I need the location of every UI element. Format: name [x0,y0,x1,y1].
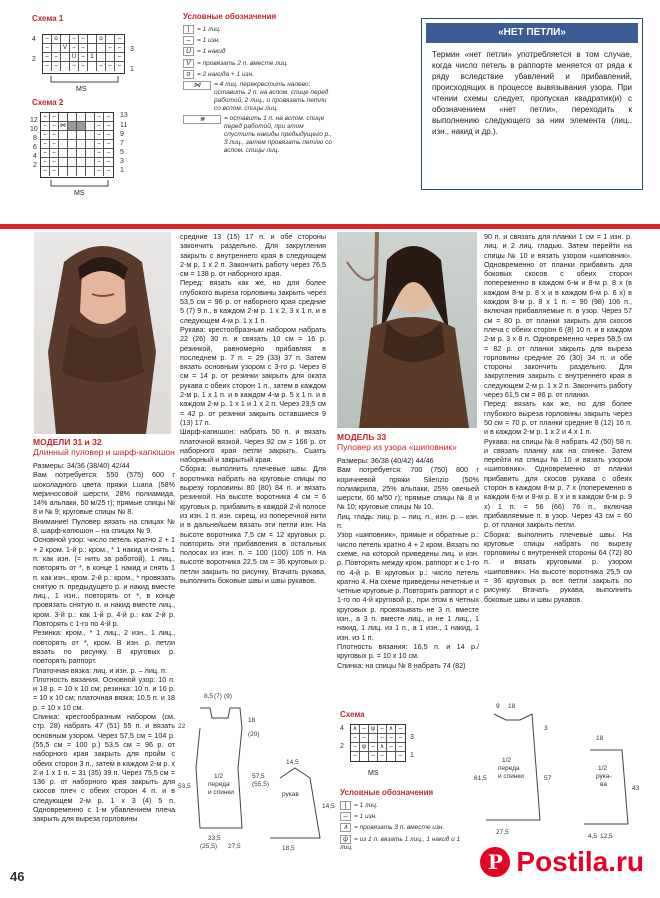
col2-scarf: Шарф-капюшон: набрать 50 п. и вязать платочной вязкой. Через 92 см = 166 р. от наборного края петли закрыть. Сшить наборный и закрытый края. [180,427,326,465]
svg-text:23,5: 23,5 [208,835,221,842]
legend-top-title: Условные обозначения [183,12,277,21]
scheme2-row-5: 5 [120,149,124,156]
col2-assembly: Сборка: выполнить плечевые швы. Для воротника набрать на круговые спицы по вырезу горловины 80 (80) 84 п. и вязать резинкой. На высоте воротника 4 см = 6 круговых р. прибавить в каждой 2-й полосе из изн. 1 п. изн. скрещ. из поперечной нити и в дальнейшем вязать эти петли изн. На высоте воротника 7,5 см = 12 круговых р. повторить эти прибавления в остальных полосах из изн. п. = 100 (100) 105 п. На высоте воротника 22,5 см = 36 круговых р. петли закрыть по рисунку. Втачать рукава, выполнить боковые швы и швы рукавов. [180,464,326,585]
scheme2-row-9: 9 [120,131,124,138]
legend-item: | = 1 лиц. [183,25,333,34]
scheme2-row-12: 12 [30,117,38,124]
scheme2-block [30,96,150,206]
svg-text:переда: переда [208,781,230,788]
legend-top [183,12,333,155]
col4-assembly: Сборка: выполнить плечевые швы. На круговые спицы набрать по вырезу горловины с внутренней стороны 64 (72) 80 п. и вязать круговыми р. узором «шиповник». На высоте воротника 25,5 см = 36 круговых р. все петли закрыть по рисунку. Втачать рукава, выполнить боковые швы и швы рукавов. [484,529,632,604]
model31-note: Внимание! Пуловер вязать на спицах № 8, шарф-капюшон – на спицах № 9. [33,516,175,536]
model31-column-2 [180,232,326,596]
svg-text:рука-: рука- [596,773,612,780]
model31-gauge: Плотность вязания. Основной узор: 10 п. и 18 р. = 10 х 10 см; резинка: 10 п. и 16 р. = 10 х 10 см; платочная вязка: 10,5 п. и 18 р. = 10 х 10 см. [33,674,175,712]
scheme2-grid: – – – – – – ⋈ – – – – – – – – – – – – – – – – – – – – – – [40,112,114,178]
svg-text:57,5: 57,5 [252,773,265,780]
col2-sleeves: Рукава: крестообразным набором набрать 22 (26) 30 п. и связать 10 см = 16 р. резинкой, равномерно прибавляя в последнем р. 7 п. = 29 (33) 37 п. Затем вязать основным узором с 3-го р. Через 8 см = 14 р. от резинки закрыть для оката рукава с обеих сторон 1 п., затем в каждом 2-м р. 1 х 1 п. и в каждом 4-м р. 5 х 1 п. и в каждом 2-м р. 1 х 1 и 1 х 2 п. Через 23,5 см = 42 р. от резинки закрыть оставшиеся 9 (13) 17 п. [180,324,326,427]
scheme33-title: Схема [340,710,365,719]
model33-sizes: Размеры: 36/38 (40/42) 44/46 [337,456,434,465]
svg-text:4,5: 4,5 [588,833,598,840]
svg-text:1/2: 1/2 [502,757,512,764]
svg-text:18: 18 [508,703,516,710]
scheme2-row-6: 6 [33,144,37,151]
model31-column [33,437,175,824]
svg-text:53,5: 53,5 [178,783,191,790]
svg-text:рукав: рукав [282,791,299,798]
model33-stockinette: Лиц. гладь: лиц. р. – лиц. п., изн. р. – изн. п. [337,511,479,531]
legend-bottom-title: Условные обозначения [340,788,434,797]
scheme33-ms-label: MS [368,770,379,777]
scheme2-row-3: 3 [120,158,124,165]
svg-text:(7): (7) [214,693,222,700]
callout-title: «НЕТ ПЕТЛИ» [426,23,638,43]
scheme2-row-1: 1 [120,167,124,174]
svg-text:14,5: 14,5 [322,803,335,810]
model33-materials: Вам потребуется: 700 (750) 800 г коричневой пряжи Silenzio (50% полиакрила, 25% альпаки, 25% овечьей шерсти, 60 м/50 г); прямые спицы № 8 и № 10; круговые спицы № 10. [337,465,479,512]
svg-text:43: 43 [632,785,640,792]
scheme33-grid: ∧ – ψ – ∧ – – – – – – – ψ – ∧ – – – – – – [350,724,406,762]
scheme1-row-3: 3 [130,46,134,53]
legend-item: V = провязать 2 п. вместе лиц. [183,59,333,68]
svg-text:27,5: 27,5 [228,843,241,850]
model33-column-2 [484,232,632,604]
scheme2-row-4: 4 [33,153,37,160]
svg-text:14,5: 14,5 [286,759,299,766]
model33-back: Спинка: на спицы № 8 набрать 74 (82) [337,660,466,670]
scheme33-row-1: 1 [410,752,414,759]
col4-para: 90 п. и связать для планки 1 см = 1 изн. р. лиц. и 2 лиц. гладью. Затем перейти на спицы № 10 и вязать узором «шиповник». Одновременно от планки прибавить для боковых скосов с обеих сторон попеременно в каждом 6-м и 8-м р. 8 х (в каждом 8-м р. 8 х и в каждом 6-м р. 6 х) в каждом 8-м р. 8 х 1 п. = 90 (98) 106 п., включая прибавляемые п. в узор. Через 57 см = 80 р. от планки закрыть для скосов плеча с обеих сторон 6 (8) 10 п. и в каждом 2-м р. 3 х 8 п. Одновременно через 58,5 см = 82 р. от планки закрыть для выреза горловины средние 26 (30) 34 п. и обе стороны закончить раздельно. Для закругления закрыть с внутреннего края в следующем 2-м р. 1 х 2 п. Закончить работу через 61,5 см = 86 р. от планки. [484,232,632,400]
model31-heading: МОДЕЛИ 31 и 32 [33,437,102,447]
legend-item: U = 1 накид [183,47,333,56]
watermark-logo: P [480,847,510,877]
scheme1-row-2: 2 [32,56,36,63]
model33-heading: МОДЕЛЬ 33 [337,432,387,442]
svg-text:12,5: 12,5 [600,833,613,840]
scheme2-row-10: 10 [30,126,38,133]
scheme2-row-7: 7 [120,140,124,147]
col4-front: Перед: вязать как же, но для более глубокого выреза горловины закрыть через 50 см = 70 р. от планки средние 8 (12) 16 п. и в каждом 2-м р. 1 х 2 и 4 х 1 п. [484,399,632,437]
watermark [480,846,644,878]
scheme2-title: Схема 2 [32,98,64,107]
callout-box [421,18,643,190]
legend-item: o = 2 накида + 1 изн. [183,70,333,79]
watermark-text: Postila.ru [516,846,644,877]
svg-text:и спинки: и спинки [208,789,234,796]
scheme1-row-1: 1 [130,66,134,73]
legend-item: – = 1 изн. [340,812,470,821]
svg-text:(55,5): (55,5) [252,781,269,788]
page-number: 46 [10,869,25,884]
model31-subtitle: Длинный пуловер и шарф-капюшон [33,447,175,457]
col2-para: средние 13 (15) 17 п. и обе стороны закончить раздельно. Для закругления закрыть с внутреннего края в следующем 2-м р. 1 х 2 п. Закончить работу через 76,5 см = 138 р. от наборного края. [180,232,326,279]
model31-sizes: Размеры: 34/36 (38/40) 42/44 [33,461,130,470]
scheme2-ms-label: MS [74,190,85,197]
photo-model-33 [337,232,477,428]
svg-text:(20): (20) [248,731,260,738]
model31-back: Спинка: крестообразным набором (см. стр. 28) набрать 47 (51) 55 п. и вязать основным узором. Через 57,5 см = 104 р. (55,5 см = 100 р.) 53,5 см = 96 р. от наборного края закрыть для пройм с обеих сторон 3 п., затем в каждом 2-м р. х 2 и 1 х 1 п. = 31 (35) 39 п. Через 75,5 см = 136 р. от наборного края закрыть для скосов плеч с обеих сторон 4 п. и в следующем 2-м р. 1 х 3 (4) 5 п. Одновременно с 1-м убавлением плеча закрыть для выреза горловины [33,712,175,824]
svg-text:8,5: 8,5 [204,693,214,700]
scheme2-row-11: 11 [120,122,128,129]
svg-text:переда: переда [498,765,520,772]
schematic-model-33 [472,700,652,860]
schematic-model-31 [170,688,335,858]
scheme33-row-2: 2 [340,743,344,750]
model33-gauge: Плотность вязания: 16,5 п. и 14 р./круговых р. = 10 х 10 см. [337,641,479,661]
model31-rib: Резинка: кром., * 1 лиц., 2 изн., 1 лиц., повторять от *, кром. В изн. р. петли вязать по рисунку. В круговых р. повторять раппорт. [33,628,175,666]
legend-item: ψ = из 1 п. вязать 1 лиц., 1 накид и 1 лиц. [340,835,461,851]
top-divider [0,224,660,229]
svg-text:(9): (9) [224,693,232,700]
svg-text:(25,5): (25,5) [200,843,217,850]
photo-model-31 [34,232,171,434]
callout-text: Термин «нет петли» употребляется в том случае, когда число петель в раппорте меняется от ряда к ряду вследствие убавлений и прибавлений, происходящих в процессе вывязывания узора. При чтении схемы следует, пропуская квадратик(и) с обозначением «нет петли», переходить к выполнению следующего за ним элемента (лиц., изн., накид и др.). [432,50,632,136]
scheme2-row-8: 8 [33,135,37,142]
svg-text:18,5: 18,5 [282,845,295,852]
legend-item: ⋇ = оставить 1 п. на вспом. спице перед работой, при этом спустить накиды предыдущего р., 3 лиц., затем провязать петлю со вспом. спицы лиц. [183,115,333,155]
model31-garter: Платочная вязка: лиц. и изн. р. – лиц. п. [33,665,167,675]
svg-text:18: 18 [596,735,604,742]
svg-text:57: 57 [544,775,552,782]
scheme2-row-2: 2 [33,162,37,169]
col2-front: Перед: вязать как же, но для более глубокого выреза горловины закрыть через 53,5 см = 96 р. от наборного края средние 5 (7) 9 п., в каждом 2-м р. 1 х 2, 3 х 1 п. и в следующем 4-м р. 1 х 1 п. [180,278,326,325]
legend-item: ∧ = провязать 3 п. вместе изн. [340,823,470,832]
svg-text:18: 18 [248,717,256,724]
svg-text:9: 9 [496,703,500,710]
svg-text:ва: ва [600,781,607,788]
model33-pattern: Узор «шиповник», прямые и обратные р.: число петель кратно 4 + 2 кром. Вязать по схеме, на которой приведены лиц. и изн. р. Повторять между кром. раппорт и с 1-го по 4-й р. В круговых р.: число петель кратно 4. На схеме приведены нечетные и четные круговые р. Повторять раппорт и с 1-го по 4-й круговой р., при этом в четных круговых р. провязывать не 3 п. вместе изн., а 3 п. вместе лиц., и не 1 лиц., 1 накид, 1 лиц. из 1 п., а 1 изн., 1 накид, 1 изн. из 1 п. [337,530,479,642]
scheme33-row-4: 4 [340,725,344,732]
svg-text:61,5: 61,5 [474,775,487,782]
scheme1-title: Схема 1 [32,14,64,23]
scheme1-grid: – o – – o – – V – – – – – – U – 1 – – – – – – – – [42,34,125,74]
svg-text:1/2: 1/2 [214,773,224,780]
svg-text:1/2: 1/2 [598,765,608,772]
model31-main-pattern: Основной узор: число петель кратно 2 + 1 + 2 кром. 1-й р.: кром., * 1 накид и снять 1 п. как изн. (= нить за работой), 1 лиц., повторять от *, в конце 1 накид и снять 1 п. как изн., кром. 2-й р.: кром., * провязать снятую п. предыдущего р. и накид вместе лиц., 1 изн., повторять от *, в конце провязать снятую п. и накид вместе лиц., кром. 3-й р.: как 1-й р. 4-й р.: как 2-й р. Повторять с 1-го по 4-й р. [33,535,175,629]
svg-text:27,5: 27,5 [496,829,509,836]
svg-text:3: 3 [544,725,548,732]
legend-item: – = 1 изн. [183,36,333,45]
legend-item: ⋈ = 4 лиц. перекрестить налево: оставить 2 п. на вспом. спице перед работой, 2 лиц., и провязать петли со вспом. спицы лиц. [183,81,333,113]
scheme2-row-13: 13 [120,112,128,119]
col4-sleeves: Рукава: на спицы № 8 набрать 42 (50) 58 п. и связать планку как на спинке. Затем перейти на спицы № 10 и вязать узором «шиповник». Одновременно от планки прибавить для скосов рукава с обеих сторон в каждом 8-м р. 7 х (попеременно в каждом 6-м и 8-м р. 8 х и в каждом 6-м р. 9 х) 1 п. = 56 (66) 76 п., включая прибавляемые п. в узор. Через 43 см = 60 р. от планки закрыть петли. [484,436,632,530]
scheme33-row-3: 3 [410,734,414,741]
svg-text:22: 22 [178,723,186,730]
scheme33-block [340,710,460,790]
scheme1-row-4: 4 [32,36,36,43]
model33-column [337,432,479,670]
legend-item: | = 1 лиц. [340,801,470,810]
svg-text:и спинки: и спинки [498,773,524,780]
legend-bottom [340,788,470,854]
model31-materials: Вам потребуется: 550 (575) 600 г шоколадного цвета пряжи Luana (58% мериносовой шерсти, 28% полиамида, 14% альпаки, 50 м/25 г); прямые спицы № 8 и № 9; круговые спицы № 8. [33,470,175,517]
scheme1-block [30,10,150,93]
scheme1-ms-label: MS [76,86,87,93]
model33-subtitle: Пуловер из узора «шиповник» [337,442,457,452]
